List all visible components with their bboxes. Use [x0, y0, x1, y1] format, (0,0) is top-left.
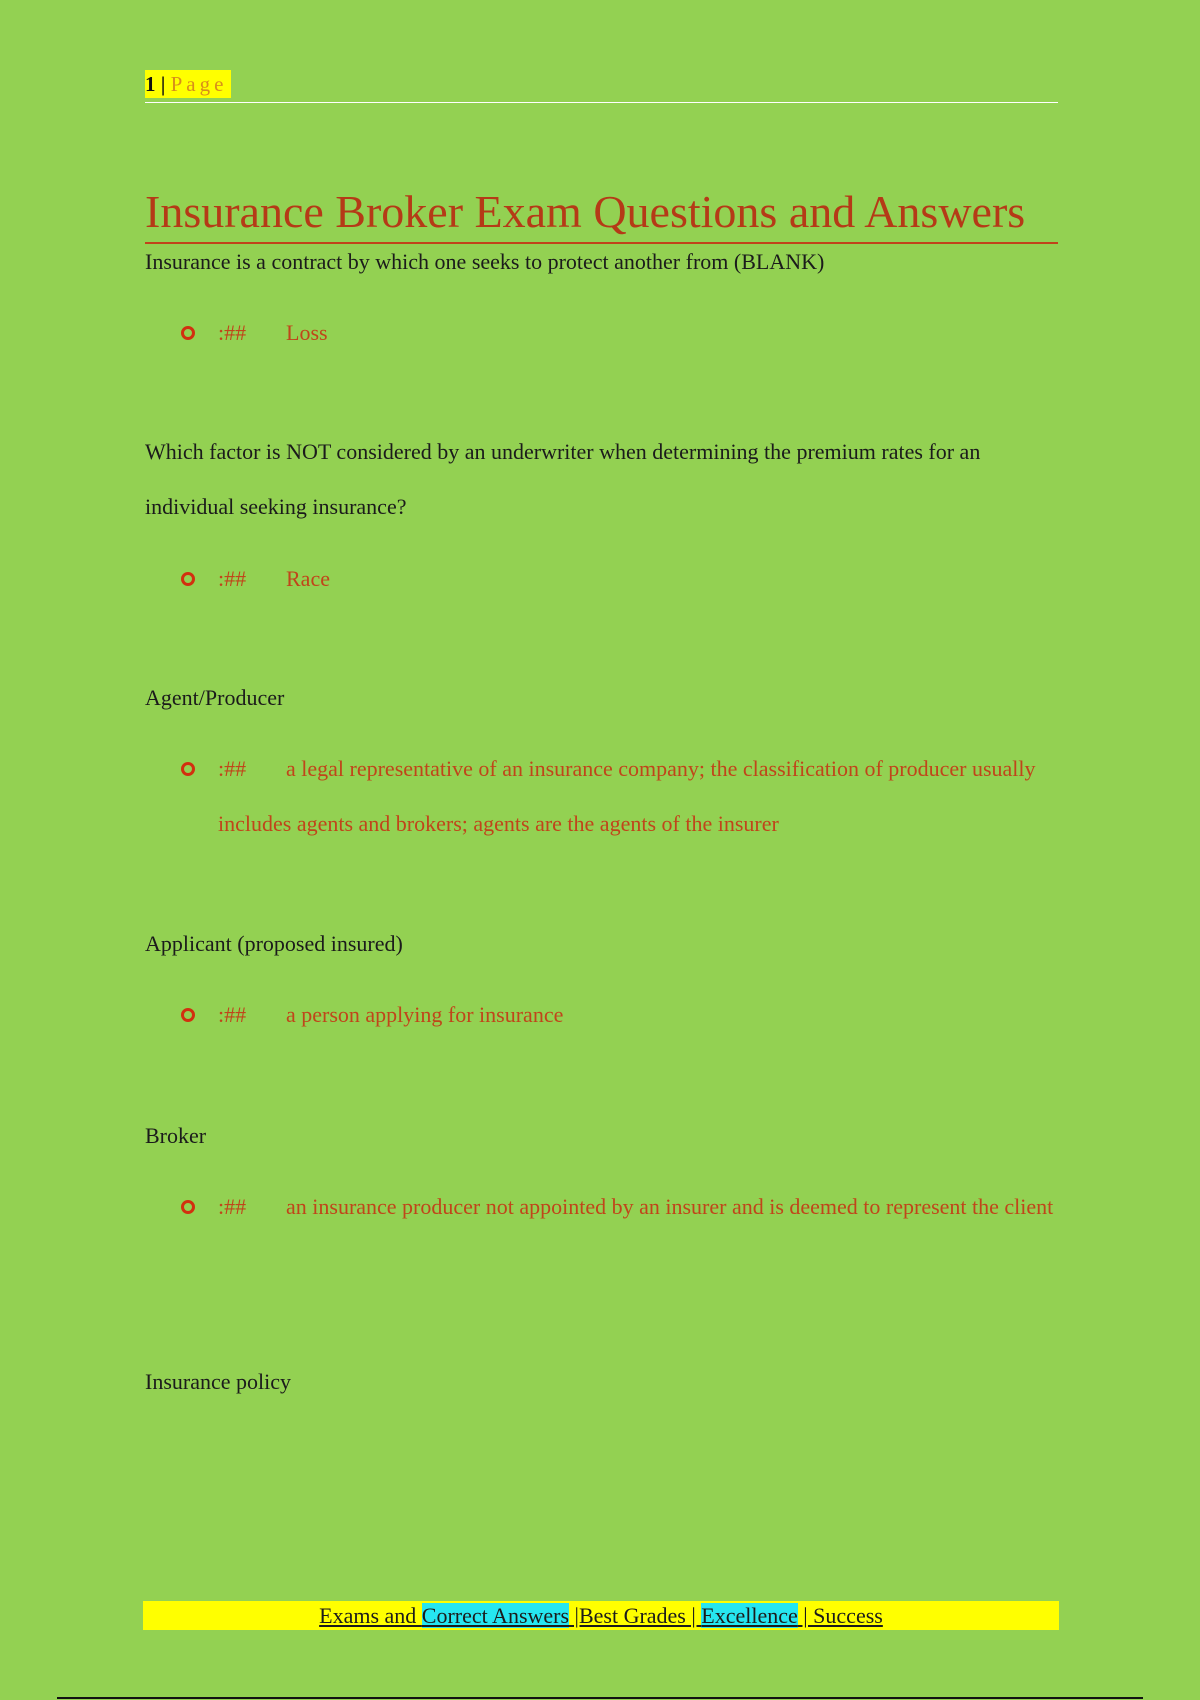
- answer-text: an insurance producer not appointed by an insurer and is deemed to represent the client: [286, 1194, 1054, 1219]
- footer-text-exams: Exams and: [319, 1603, 422, 1628]
- footer-banner: [143, 1601, 1059, 1630]
- document-title: Insurance Broker Exam Questions and Answers: [145, 182, 1058, 244]
- answer-2: [181, 551, 1061, 606]
- question-2: Which factor is NOT considered by an underwriter when determining the premium rates for an individual seeking insurance?: [145, 439, 981, 519]
- answer-1: [181, 305, 1061, 360]
- answer-text: Loss: [286, 320, 328, 345]
- bottom-divider: [57, 1697, 1143, 1699]
- footer-text-excellence: Excellence: [701, 1603, 798, 1628]
- page-label: Page: [170, 72, 228, 96]
- question-1: Insurance is a contract by which one seeks to protect another from (BLANK): [145, 249, 825, 274]
- bullet-icon: [181, 1200, 195, 1214]
- answer-text: a person applying for insurance: [286, 1002, 564, 1027]
- answer-marker: :##: [218, 566, 247, 591]
- question-3: Agent/Producer: [145, 685, 285, 710]
- question-6: Insurance policy: [145, 1369, 291, 1394]
- answer-marker: :##: [218, 756, 247, 781]
- page-header: [145, 70, 1058, 103]
- footer-text-correct-answers: Correct Answers: [421, 1603, 570, 1628]
- page-separator: |: [155, 72, 171, 96]
- bullet-icon: [181, 572, 195, 586]
- bullet-icon: [181, 762, 195, 776]
- answer-marker: :##: [218, 320, 247, 345]
- answer-4: [181, 987, 1061, 1042]
- answer-text: a legal representative of an insurance company; the classification of producer usually includes agents and brokers; agents are the agents of the insurer: [218, 756, 1036, 836]
- answer-3: [181, 741, 1061, 851]
- footer-text-success: | Success: [797, 1603, 883, 1628]
- answer-marker: :##: [218, 1194, 247, 1219]
- bullet-icon: [181, 326, 195, 340]
- answer-marker: :##: [218, 1002, 247, 1027]
- footer-text-best-grades: |Best Grades |: [569, 1603, 702, 1628]
- page-number-marker: [145, 70, 231, 98]
- question-4: Applicant (proposed insured): [145, 931, 403, 956]
- bullet-icon: [181, 1008, 195, 1022]
- page-number: 1: [145, 72, 156, 96]
- answer-text: Race: [286, 566, 330, 591]
- answer-5: [181, 1179, 1061, 1234]
- question-5: Broker: [145, 1123, 207, 1148]
